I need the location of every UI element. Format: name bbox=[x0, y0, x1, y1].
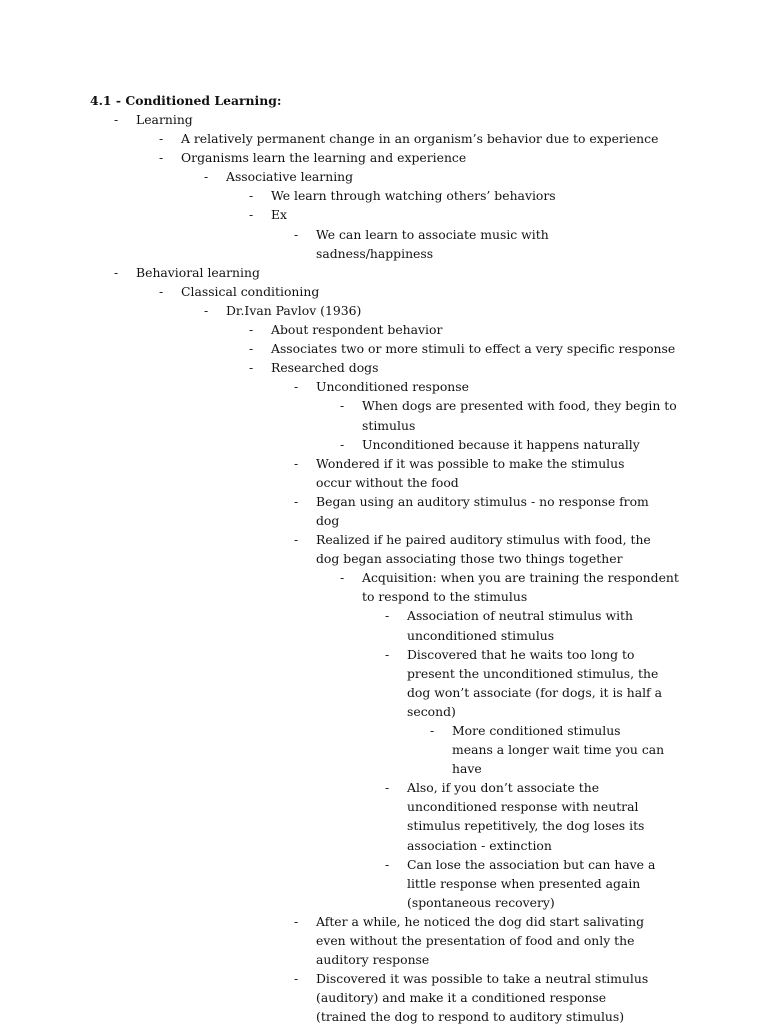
list-item-text: Classical conditioning bbox=[181, 283, 320, 299]
list-item-text: Acquisition: when you are training the respondent to respond to the stimulus bbox=[362, 570, 679, 605]
list-item-text: Ex bbox=[271, 207, 288, 223]
list-item bbox=[90, 320, 690, 339]
list-item bbox=[90, 778, 690, 854]
list-item bbox=[90, 492, 690, 530]
list-item-text: When dogs are presented with food, they begin to stimulus bbox=[362, 398, 677, 433]
bullet-dash: - bbox=[159, 150, 164, 166]
list-item-text: A relatively permanent change in an organism’s behavior due to experience bbox=[181, 131, 659, 147]
list-item bbox=[90, 530, 690, 568]
bullet-dash: - bbox=[294, 913, 299, 929]
bullet-dash: - bbox=[204, 302, 209, 318]
list-item-text: Unconditioned response bbox=[316, 379, 469, 395]
list-item-text: Realized if he paired auditory stimulus with food, the dog began associating those two things together bbox=[316, 532, 651, 567]
list-item-text: Researched dogs bbox=[271, 360, 379, 376]
bullet-dash: - bbox=[430, 723, 435, 738]
list-item-text: After a while, he noticed the dog did start salivating even without the presentation of food and only the auditory response bbox=[316, 913, 645, 968]
bullet-dash: - bbox=[385, 780, 390, 796]
list-item bbox=[90, 568, 690, 606]
list-item bbox=[90, 186, 690, 205]
list-item bbox=[90, 167, 690, 186]
bullet-dash: - bbox=[294, 455, 299, 471]
bullet-dash: - bbox=[249, 322, 254, 338]
section-title: 4.1 - Conditioned Learning: bbox=[90, 93, 282, 108]
bullet-dash: - bbox=[249, 341, 254, 357]
bullet-dash: - bbox=[340, 398, 345, 414]
list-item bbox=[90, 435, 690, 454]
bullet-dash: - bbox=[249, 188, 254, 204]
list-item-text: Began using an auditory stimulus - no response from dog bbox=[316, 493, 649, 528]
list-item bbox=[90, 606, 690, 644]
bullet-dash: - bbox=[385, 608, 390, 624]
list-item bbox=[90, 225, 690, 263]
list-item-text: Can lose the association but can have a little response when presented again (spontaneous recovery) bbox=[407, 856, 656, 910]
bullet-dash: - bbox=[385, 856, 390, 872]
list-item bbox=[90, 129, 690, 148]
bullet-dash: - bbox=[294, 971, 299, 987]
list-item bbox=[90, 645, 690, 721]
bullet-dash: - bbox=[159, 131, 164, 147]
bullet-dash: - bbox=[340, 570, 345, 586]
list-item-text: Also, if you don’t associate the unconditioned response with neutral stimulus repetitively, the dog loses its association - extinction bbox=[407, 780, 645, 853]
list-item bbox=[90, 721, 690, 778]
list-item bbox=[90, 301, 690, 320]
bullet-dash: - bbox=[114, 112, 119, 127]
list-item-text: Learning bbox=[136, 112, 193, 127]
bullet-dash: - bbox=[294, 493, 299, 509]
bullet-dash: - bbox=[340, 436, 345, 452]
list-item bbox=[90, 263, 690, 282]
list-item-text: More conditioned stimulus means a longer wait time you can have bbox=[452, 723, 665, 777]
list-item bbox=[90, 205, 690, 224]
list-item bbox=[90, 912, 690, 969]
list-item-text: Behavioral learning bbox=[136, 264, 260, 280]
list-item bbox=[90, 282, 690, 301]
bullet-dash: - bbox=[249, 360, 254, 376]
bullet-dash: - bbox=[294, 379, 299, 395]
list-item-text: Unconditioned because it happens naturally bbox=[362, 436, 640, 452]
bullet-dash: - bbox=[294, 226, 299, 242]
list-item bbox=[90, 969, 690, 1026]
list-item-text: Discovered it was possible to take a neutral stimulus (auditory) and make it a conditioned response (trained the dog to respond to auditory stimulus) bbox=[316, 971, 649, 1025]
list-item-text: Associative learning bbox=[226, 169, 354, 185]
bullet-dash: - bbox=[114, 264, 119, 280]
list-item-text: Associates two or more stimuli to effect a very specific response bbox=[271, 341, 676, 357]
list-item bbox=[90, 339, 690, 358]
list-item-text: We can learn to associate music with sadness/happiness bbox=[316, 226, 549, 261]
notes-outline bbox=[90, 110, 690, 1027]
list-item bbox=[90, 454, 690, 492]
list-item bbox=[90, 148, 690, 167]
list-item-text: Organisms learn the learning and experience bbox=[181, 150, 467, 166]
list-item-text: Dr.Ivan Pavlov (1936) bbox=[226, 302, 362, 318]
bullet-dash: - bbox=[159, 283, 164, 299]
list-item-text: Wondered if it was possible to make the stimulus occur without the food bbox=[316, 455, 625, 490]
list-item-text: About respondent behavior bbox=[271, 322, 443, 338]
list-item-text: We learn through watching others’ behaviors bbox=[271, 188, 556, 204]
list-item-text: Discovered that he waits too long to present the unconditioned stimulus, the dog won’t associate (for dogs, it is half a second) bbox=[407, 646, 662, 719]
bullet-dash: - bbox=[385, 646, 390, 662]
list-item bbox=[90, 110, 690, 129]
list-item-text: Association of neutral stimulus with unconditioned stimulus bbox=[407, 608, 634, 643]
list-item bbox=[90, 855, 690, 912]
bullet-dash: - bbox=[204, 169, 209, 185]
list-item bbox=[90, 358, 690, 377]
list-item bbox=[90, 396, 690, 434]
bullet-dash: - bbox=[294, 532, 299, 548]
bullet-dash: - bbox=[249, 207, 254, 223]
list-item bbox=[90, 377, 690, 396]
